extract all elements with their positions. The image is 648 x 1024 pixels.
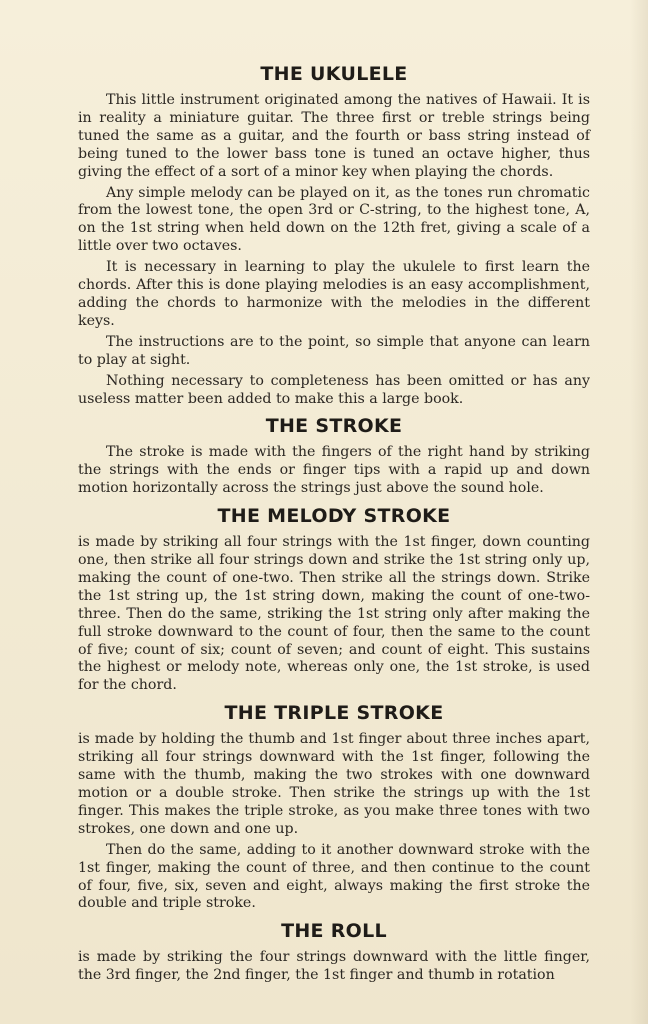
roll-paragraph-1: is made by striking the four strings downward with the little finger, the 3rd finger, the 2nd finger, the 1st finger and thumb in rotation bbox=[78, 949, 590, 984]
triple-stroke-paragraph-2: Then do the same, adding to it another downward stroke with the 1st finger, making the count of three, and then continue to the count of four, five, six, seven and eight, always making the first stroke the double and triple stroke. bbox=[78, 841, 590, 912]
stroke-paragraph-1: The stroke is made with the fingers of the right hand by striking the strings with the ends or finger tips with a rapid up and down motion horizontally across the strings just above the sound hole. bbox=[78, 444, 590, 497]
ukulele-paragraph-4: The instructions are to the point, so simple that anyone can learn to play at sight. bbox=[78, 333, 590, 368]
triple-stroke-paragraph-1: is made by holding the thumb and 1st finger about three inches apart, striking all four strings downward with the 1st finger, following the same with the thumb, making the two strokes with one downward motion or a double stroke. Then strike the strings up with the 1st finger. This makes the triple stroke, as you make three tones with two strokes, one down and one up. bbox=[78, 731, 590, 837]
ukulele-paragraph-5: Nothing necessary to completeness has been omitted or has any useless matter been added to make this a large book. bbox=[78, 372, 590, 407]
heading-the-stroke: THE STROKE bbox=[265, 415, 403, 438]
heading-the-melody-stroke: THE MELODY STROKE bbox=[217, 505, 451, 528]
heading-the-triple-stroke: THE TRIPLE STROKE bbox=[224, 702, 444, 725]
heading-the-roll: THE ROLL bbox=[281, 920, 387, 943]
heading-the-ukulele: THE UKULELE bbox=[260, 63, 408, 85]
ukulele-paragraph-1: This little instrument originated among the natives of Hawaii. It is in reality a miniature guitar. The three first or treble strings being tuned the same as a guitar, and the fourth or bass string instead of being tuned to the lower bass tone is tuned an octave higher, thus giving the effect of a sort of a minor key when playing the chords. bbox=[78, 92, 590, 180]
melody-stroke-paragraph-1: is made by striking all four strings with the 1st finger, down counting one, then strike all four strings down and strike the 1st string only up, making the count of one-two. Then strike all the strings down. Strike the 1st string up, the 1st string down, making the count of one-two-three. Then do the same, striking the 1st string only after making the full stroke downward to the count of four, then the same to the count of five; count of six; count of seven; and count of eight. This sustains the highest or melody note, whereas only one, the 1st stroke, is used for the chord. bbox=[78, 534, 590, 694]
page-edge-shadow bbox=[630, 0, 648, 1024]
ukulele-paragraph-2: Any simple melody can be played on it, as the tones run chromatic from the lowest tone, the open 3rd or C-string, to the highest tone, A, on the 1st string when held down on the 12th fret, giving a scale of a little over two octaves. bbox=[78, 184, 590, 255]
page-text-block bbox=[78, 62, 590, 988]
ukulele-paragraph-3: It is necessary in learning to play the ukulele to first learn the chords. After this is done playing melodies is an easy accomplishment, adding the chords to harmonize with the melodies in the different keys. bbox=[78, 259, 590, 329]
